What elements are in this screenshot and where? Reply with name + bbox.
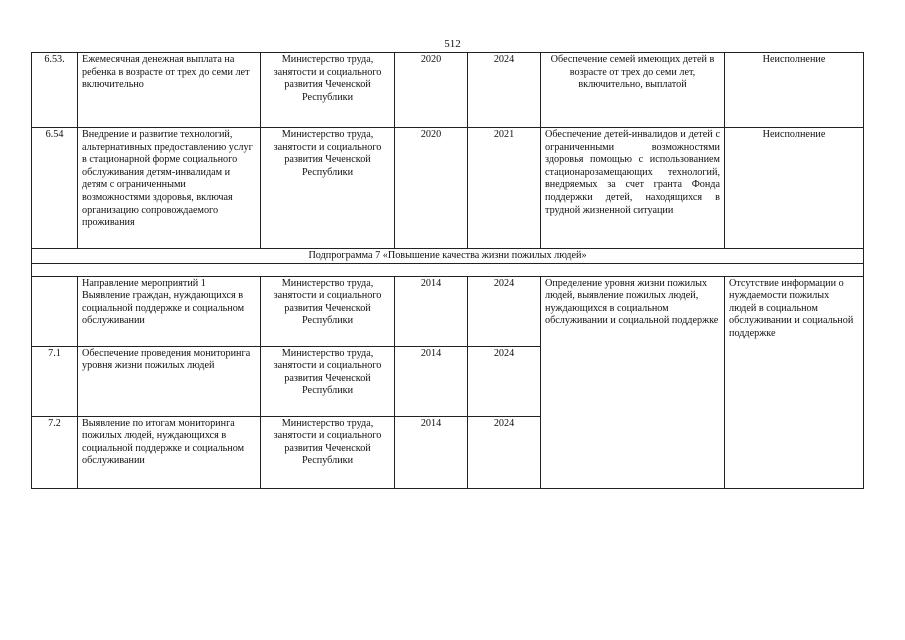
measure-name: Направление мероприятий 1 Выявление граждан, нуждающихся в социальной поддержке и социальном обслуживании [78,276,261,346]
subprogram-header-row [32,249,864,264]
page-number: 512 [444,38,461,50]
row-number: 6.53. [32,53,78,128]
row-number: 6.54 [32,128,78,249]
executor: Министерство труда, занятости и социального развития Чеченской Республики [261,416,395,488]
end-year: 2024 [468,53,541,128]
start-year: 2014 [395,346,468,416]
measure-name: Внедрение и развитие технологий, альтернативных предоставлению услуг в стационарной форме социального обслуживания детям-инвалидам и детям с ограниченными возможностями здоровья, включая организацию сопровождаемого проживания [78,128,261,249]
executor: Министерство труда, занятости и социального развития Чеченской Республики [261,53,395,128]
non-fulfillment-consequence: Неисполнение [725,53,864,128]
direction-row [32,276,864,346]
end-year: 2024 [468,276,541,346]
program-measures-table [31,52,864,489]
subprogram-title: Подпрограмма 7 «Повышение качества жизни пожилых людей» [32,249,864,264]
row-number: 7.1 [32,346,78,416]
start-year: 2020 [395,128,468,249]
table-row [32,128,864,249]
measure-name: Обеспечение проведения мониторинга уровня жизни пожилых людей [78,346,261,416]
non-fulfillment-consequence: Неисполнение [725,128,864,249]
executor: Министерство труда, занятости и социального развития Чеченской Республики [261,276,395,346]
expected-result: Обеспечение семей имеющих детей в возрасте от трех до семи лет, включительно, выплатой [541,53,725,128]
measure-name: Выявление по итогам мониторинга пожилых людей, нуждающихся в социальной поддержке и социальном обслуживании [78,416,261,488]
executor: Министерство труда, занятости и социального развития Чеченской Республики [261,346,395,416]
empty-row [32,263,864,276]
measure-name: Ежемесячная денежная выплата на ребенка в возрасте от трех до семи лет включительно [78,53,261,128]
executor: Министерство труда, занятости и социального развития Чеченской Республики [261,128,395,249]
end-year: 2024 [468,346,541,416]
row-number: 7.2 [32,416,78,488]
row-number [32,276,78,346]
table-row [32,53,864,128]
non-fulfillment-consequence: Отсутствие информации о нуждаемости пожилых людей в социальном обслуживании и социальной поддержке [725,276,864,488]
end-year: 2024 [468,416,541,488]
spacer-row [32,263,864,276]
start-year: 2014 [395,416,468,488]
start-year: 2014 [395,276,468,346]
expected-result: Обеспечение детей-инвалидов и детей с ограниченными возможностями здоровья помощью с использованием стационарозамещающих технологий, внедряемых за счет гранта Фонда поддержки детей, находящихся в трудной жизненной ситуации [541,128,725,249]
expected-result: Определение уровня жизни пожилых людей, выявление пожилых людей, нуждающихся в социальном обслуживании и социальной поддержке [541,276,725,488]
start-year: 2020 [395,53,468,128]
end-year: 2021 [468,128,541,249]
